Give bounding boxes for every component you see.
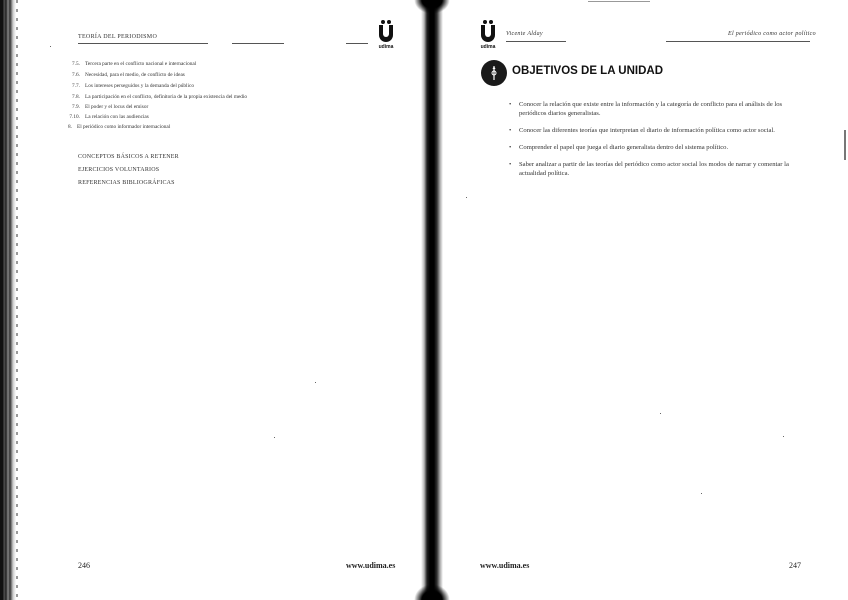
gutter-shadow-bottom bbox=[414, 584, 450, 600]
toc-item bbox=[62, 72, 185, 78]
scan-speck bbox=[274, 437, 275, 438]
toc-text: Necesidad, para el medio, de conflicto de ideas bbox=[85, 72, 185, 78]
gutter-shadow-top bbox=[414, 0, 450, 14]
page-number: 247 bbox=[789, 561, 801, 570]
toc-text: El poder y el locus del emisor bbox=[85, 104, 149, 110]
bullet: • bbox=[509, 144, 512, 151]
logo-dot bbox=[483, 20, 487, 24]
toc-item bbox=[62, 104, 148, 110]
toc-number: 7.8. bbox=[72, 94, 80, 100]
toc-item bbox=[62, 83, 194, 89]
scan-speck bbox=[701, 493, 702, 494]
objective-text: Conocer la relación que existe entre la información y la categoría de conflicto para el análisis de los periódicos diarios generalistas. bbox=[519, 101, 783, 117]
toc-text: Tercera parte en el conflicto nacional e internacional bbox=[85, 61, 197, 67]
scan-left-edge bbox=[0, 0, 16, 600]
objectives-badge bbox=[481, 60, 507, 86]
toc-section: EJERCICIOS VOLUNTARIOS bbox=[78, 167, 160, 173]
toc-section: CONCEPTOS BÁSICOS A RETENER bbox=[78, 154, 179, 160]
scan-speck bbox=[783, 436, 784, 437]
scan-speck bbox=[660, 413, 661, 414]
toc-number: 7.5. bbox=[72, 61, 80, 67]
toc-item bbox=[54, 124, 170, 130]
footer-url: www.udima.es bbox=[346, 561, 396, 570]
scan-speck bbox=[50, 46, 51, 47]
toc-number: 7.10. bbox=[69, 114, 80, 120]
toc-text: Los intereses perseguidos y la demanda del público bbox=[85, 83, 194, 89]
header-rule bbox=[506, 41, 566, 42]
scan-top-line bbox=[588, 1, 650, 2]
objective-text: Conocer las diferentes teorías que interpretan el diario de información política como actor social. bbox=[519, 127, 775, 134]
toc-item bbox=[62, 114, 149, 120]
running-head: TEORÍA DEL PERIODISMO bbox=[78, 34, 158, 40]
bullet: • bbox=[509, 101, 512, 108]
toc-number: 7.6. bbox=[72, 72, 80, 78]
toc-item bbox=[62, 61, 196, 67]
logo-dot bbox=[381, 20, 385, 24]
toc-text: El periódico como informador internacional bbox=[77, 124, 171, 130]
scan-right-mark bbox=[844, 130, 846, 160]
logo-dot bbox=[387, 20, 391, 24]
objective-item bbox=[507, 143, 807, 152]
toc-item bbox=[62, 94, 247, 100]
footer-url: www.udima.es bbox=[480, 561, 530, 570]
book-gutter bbox=[421, 0, 443, 600]
logo-text: udima bbox=[378, 44, 394, 50]
objective-item bbox=[507, 100, 807, 118]
header-rule bbox=[666, 41, 810, 42]
objectives-list bbox=[507, 100, 807, 186]
bullet: • bbox=[509, 127, 512, 134]
toc-number: 8. bbox=[68, 124, 72, 130]
logo-dot bbox=[489, 20, 493, 24]
objective-text: Comprender el papel que juega el diario generalista dentro del sistema político. bbox=[519, 144, 729, 151]
section-title: OBJETIVOS DE LA UNIDAD bbox=[512, 65, 664, 77]
page-number: 246 bbox=[78, 561, 90, 570]
header-rule bbox=[78, 43, 208, 44]
udima-logo bbox=[378, 20, 394, 52]
logo-u-icon bbox=[481, 25, 495, 42]
udima-logo bbox=[480, 20, 496, 52]
logo-text: udima bbox=[480, 44, 496, 50]
toc-text: La relación con las audiencias bbox=[85, 114, 149, 120]
running-head-title: El periódico como actor político bbox=[728, 31, 816, 37]
objective-item bbox=[507, 160, 807, 178]
header-rule bbox=[232, 43, 284, 44]
header-rule bbox=[346, 43, 368, 44]
bullet: • bbox=[509, 161, 512, 168]
logo-u-icon bbox=[379, 25, 393, 42]
running-head-author: Vicente Alday bbox=[506, 31, 543, 37]
toc-number: 7.7. bbox=[72, 83, 80, 89]
scan-speck bbox=[466, 197, 467, 198]
toc-number: 7.9. bbox=[72, 104, 80, 110]
toc-text: La participación en el conflicto, definitoria de la propia existencia del medio bbox=[85, 94, 248, 100]
objective-item bbox=[507, 126, 807, 135]
compass-icon bbox=[481, 60, 507, 86]
objective-text: Saber analizar a partir de las teorías del periódico como actor social los modos de narrar y comentar la actualidad política. bbox=[519, 161, 789, 177]
toc-section: REFERENCIAS BIBLIOGRÁFICAS bbox=[78, 180, 175, 186]
scan-left-edge-texture bbox=[16, 0, 18, 600]
scan-speck bbox=[315, 382, 316, 383]
